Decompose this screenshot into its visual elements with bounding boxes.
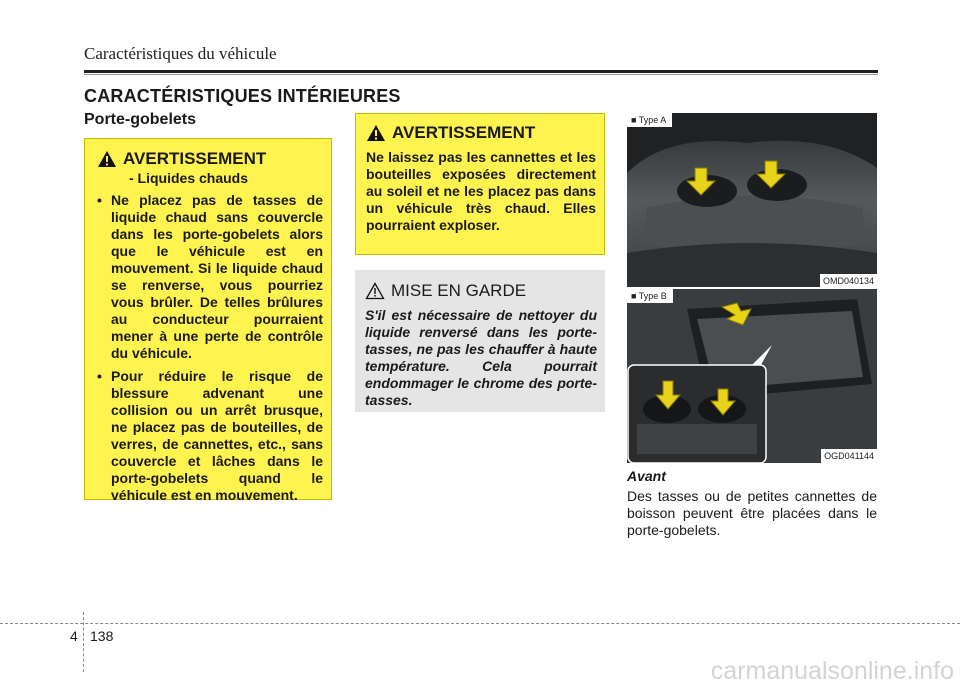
warning-triangle-icon <box>97 150 117 168</box>
caution-body: S'il est nécessaire de nettoyer du liquide renversé dans les porte-tasses, ne pas les chauffer à haute température. Cela pourrait endommager le chrome des porte-tasses. <box>365 307 597 408</box>
warning-title: AVERTISSEMENT <box>123 149 267 168</box>
figure-code: OGD041144 <box>821 449 877 463</box>
warning-bullet-list <box>97 192 323 504</box>
body-paragraph: Des tasses ou de petites cannettes de boisson peuvent être placées dans le porte-gobelets. <box>627 488 877 538</box>
warning-bullet: • Ne placez pas de tasses de liquide chaud sans couvercle dans les porte-gobelets alors que le véhicule est en mouvement. Si le liquide chaud se renverse, vous pourriez vous brûler. De telles brûlures au conducteur pourraient mener à une perte de contrôle du véhicule. <box>97 192 323 362</box>
header-rule-thin <box>84 74 878 75</box>
caution-header <box>365 281 597 301</box>
figure-type-tag: ■ Type B <box>627 289 673 303</box>
warning-box-hot-liquids <box>84 138 332 503</box>
warning-bullet: • Pour réduire le risque de blessure advenant une collision ou un arrêt brusque, ne placez pas de bouteilles, de verres, de cannettes, etc., sans couvercle et lâches dans le porte-gobelets quand le véhicule est en mouvement. <box>97 368 323 504</box>
warning-header <box>366 123 596 143</box>
caution-title: MISE EN GARDE <box>391 281 527 300</box>
running-header-title: Caractéristiques du véhicule <box>84 44 277 63</box>
footer-rule <box>0 623 960 624</box>
header-rule <box>84 70 878 73</box>
warning-box-sun-exposure <box>355 113 605 255</box>
warning-triangle-icon <box>366 124 386 142</box>
cup-holder-photo-type-a <box>627 113 877 288</box>
cup-holder-photo-type-b <box>627 287 877 463</box>
cup-holder-illustration-a <box>627 113 877 288</box>
caution-triangle-icon <box>365 282 385 300</box>
warning-body: Ne laissez pas les cannettes et les bouteilles exposées directement au soleil et ne les placez pas dans un véhicule très chaud. Elles pourraient exploser. <box>366 149 596 233</box>
chapter-number: 4 <box>70 628 78 644</box>
figure-caption: Avant <box>627 468 666 484</box>
warning-header <box>97 149 323 169</box>
cup-holder-illustration-b <box>627 289 877 463</box>
figure-code: OMD040134 <box>820 274 877 288</box>
caution-box <box>355 270 605 412</box>
page-number: 138 <box>90 628 114 644</box>
footer-divider <box>83 612 84 672</box>
section-title: CARACTÉRISTIQUES INTÉRIEURES <box>84 86 401 106</box>
warning-title: AVERTISSEMENT <box>392 123 536 142</box>
watermark: carmanualsonline.info <box>710 657 954 685</box>
warning-subtitle: - Liquides chauds <box>129 170 249 186</box>
subsection-title: Porte-gobelets <box>84 111 197 128</box>
figure-type-tag: ■ Type A <box>627 113 672 127</box>
